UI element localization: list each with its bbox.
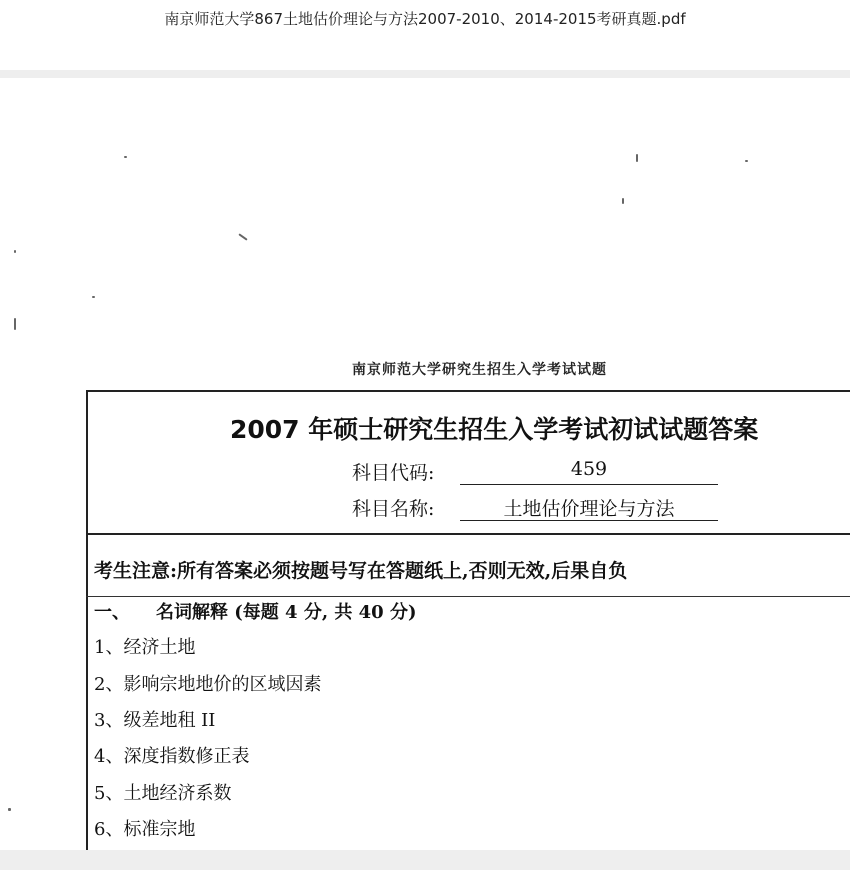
subject-code-label: 科目代码:: [352, 462, 435, 484]
subject-name-value: 土地估价理论与方法: [460, 494, 718, 521]
scan-header: 南京师范大学研究生招生入学考试试题: [352, 362, 607, 378]
section-number: 一、: [94, 602, 130, 623]
notice-divider: [86, 596, 850, 597]
subject-name-label: 科目名称:: [352, 498, 435, 520]
scan-speck: [745, 160, 748, 162]
exam-notice: 考生注意:所有答案必须按题号写在答题纸上,否则无效,后果自负: [94, 560, 628, 582]
scan-speck: [124, 156, 127, 158]
list-item: 5、土地经济系数: [94, 783, 232, 804]
scan-speck: [14, 318, 16, 330]
list-item: 6、标准宗地: [94, 819, 196, 840]
list-item: 3、级差地租 II: [94, 710, 216, 731]
header-divider: [0, 70, 850, 78]
viewer-header: [0, 0, 850, 70]
scan-speck: [8, 808, 11, 811]
scan-speck: [622, 198, 624, 204]
box-divider: [86, 533, 850, 535]
scan-speck: [636, 154, 638, 162]
exam-title: 2007 年硕士研究生招生入学考试初试试题答案: [230, 415, 759, 444]
scan-speck: [92, 296, 95, 298]
scan-speck: [14, 250, 16, 253]
section-heading: [94, 598, 416, 624]
section-title: 名词解释 (每题 4 分, 共 40 分): [156, 602, 417, 623]
list-item: 2、影响宗地地价的区域因素: [94, 674, 322, 695]
file-title: 南京师范大学867土地估价理论与方法2007-2010、2014-2015考研真题.pdf: [164, 10, 686, 28]
scan-speck: [238, 233, 247, 240]
viewer-footer: [0, 850, 850, 870]
list-item: 4、深度指数修正表: [94, 746, 250, 767]
list-item: 1、经济土地: [94, 637, 196, 658]
subject-code-value: 459: [460, 458, 718, 485]
